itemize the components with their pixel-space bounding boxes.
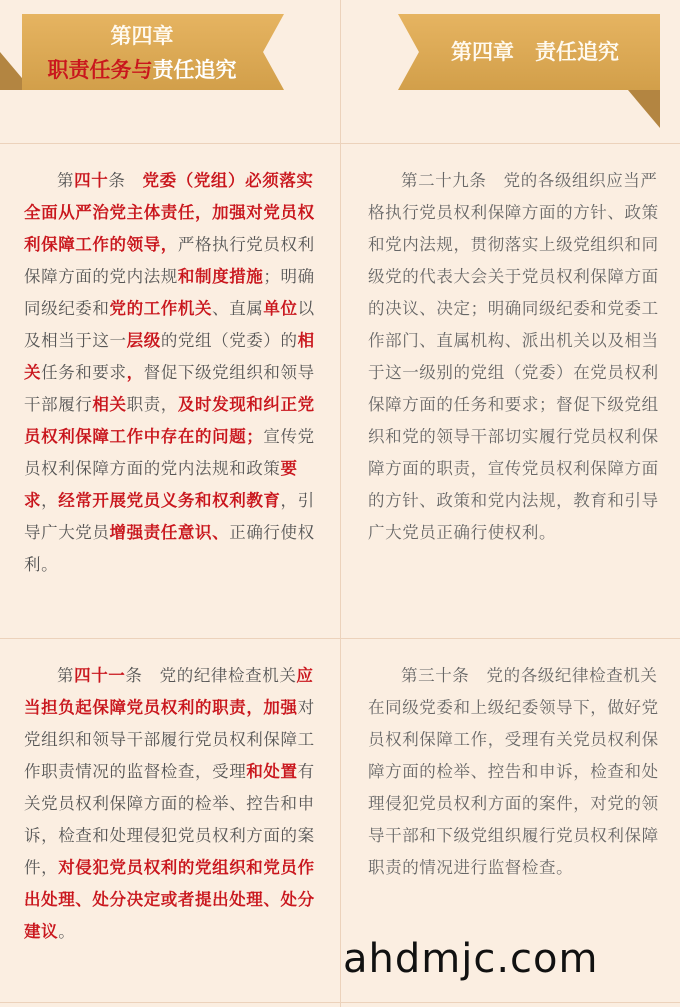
- article-40-text: [24, 165, 324, 581]
- text-run: ，: [41, 491, 59, 510]
- text-run: 有关党员权利保障方面的检举、控告和申诉，检查和处理侵犯党员权利方面的案件，: [24, 762, 315, 877]
- highlight-run: 单位: [263, 299, 298, 318]
- highlight-run: 层级: [126, 331, 161, 350]
- text-run: ；明确同级纪委和: [24, 267, 315, 318]
- row-divider-top: [0, 143, 680, 144]
- highlight-run: 和制度措施: [177, 267, 264, 286]
- article-40-cell: [24, 165, 324, 581]
- text-run: 的党组（党委）的: [160, 331, 298, 350]
- highlight-run: 经常开展党员义务和权利教育: [58, 491, 281, 510]
- text-run: 督促下级党组织和领导干部履行: [24, 363, 315, 414]
- row-divider-middle: [0, 638, 680, 639]
- text-run: 第: [57, 171, 75, 190]
- highlight-run: 四十一: [74, 666, 126, 685]
- highlight-run: ，: [126, 363, 144, 382]
- text-run: 条 党的纪律检查机关: [125, 666, 297, 685]
- highlight-run: 相关: [92, 395, 127, 414]
- text-run: ，: [280, 491, 298, 510]
- article-41-text: [24, 660, 324, 948]
- column-divider: [340, 0, 341, 1007]
- article-29-text: 第二十九条 党的各级组织应当严格执行党员权利保障方面的方针、政策和党内法规，贯彻落实上级党组织和同级党的代表大会关于党员权利保障方面的决议、决定；明确同级纪委和党委工作部门、直属机构、派出机关以及相当于这一级别的党组（党委）在党员权利保障方面的任务和要求；督促下级党组织和党的领导干部切实履行党员权利保障方面的职责，宣传党员权利保障方面的方针、政策和党内法规，教育和引导广大党员正确行使权利。: [368, 171, 659, 542]
- text-run: 对党组织和领导干部履行党员权利保障工作职责情况的监督检查，受理: [24, 698, 315, 781]
- text-run: 。: [58, 922, 76, 941]
- site-watermark: ahdmjc.com: [343, 936, 599, 982]
- right-chapter-banner: [398, 14, 680, 114]
- text-run: 宣传党员权利保障方面的党内法规和政策: [24, 427, 315, 478]
- highlight-run: 应当担负起保障党员权利的职责: [24, 666, 314, 717]
- ribbon-tail-shape: [628, 90, 660, 128]
- text-run: 第: [57, 666, 75, 685]
- highlight-run: 和处置: [246, 762, 298, 781]
- text-run: 条: [108, 171, 143, 190]
- left-chapter-title-part1: 职责任务与: [47, 57, 153, 82]
- text-run: 职责，: [126, 395, 178, 414]
- highlight-run: 增强责任意识: [109, 523, 213, 542]
- highlight-run: ，: [246, 698, 264, 717]
- text-run: 严格执行党员权利保障方面的党内法规: [24, 235, 315, 286]
- highlight-run: 四十: [74, 171, 109, 190]
- highlight-run: 、: [212, 523, 230, 542]
- article-41-cell: [24, 660, 324, 948]
- left-chapter-title: [22, 54, 262, 84]
- highlight-run: 对侵犯党员权利的党组织和党员作出处理、处分决定或者提出处理、处分建议: [24, 858, 315, 941]
- highlight-run: 加强: [263, 698, 298, 717]
- highlight-run: 相关: [24, 331, 315, 382]
- highlight-run: 党委（党组）必须落实全面从严治党主体责任，加强对党员权利保障工作的领导，: [24, 171, 315, 254]
- left-chapter-title-part2: 责任追究: [152, 57, 237, 82]
- text-run: 引导广大党员: [24, 491, 315, 542]
- article-30-text: 第三十条 党的各级纪律检查机关在同级党委和上级纪委领导下，做好党员权利保障工作，受理有关党员权利保障方面的检举、控告和申诉，检查和处理侵犯党员权利方面的案件，对党的领导干部和下级党组织履行党员权利保障职责的情况进行监督检查。: [368, 666, 659, 877]
- text-run: 任务和要求: [41, 363, 127, 382]
- text-run: 、直属: [212, 299, 264, 318]
- highlight-run: 及时发现和纠正党员权利保障工作中存在的问题；: [24, 395, 315, 446]
- right-chapter-title: 第四章 责任追究: [451, 39, 619, 64]
- row-divider-bottom: [0, 1002, 680, 1003]
- article-30-cell: [368, 660, 668, 884]
- left-chapter-banner: [0, 14, 300, 114]
- text-run: 以及相当于这一: [24, 299, 315, 350]
- article-29-cell: [368, 165, 668, 549]
- left-chapter-number: 第四章: [110, 23, 174, 48]
- highlight-run: 要求: [24, 459, 298, 510]
- text-run: 正确行使权利。: [24, 523, 315, 574]
- highlight-run: 党的工作机关: [109, 299, 213, 318]
